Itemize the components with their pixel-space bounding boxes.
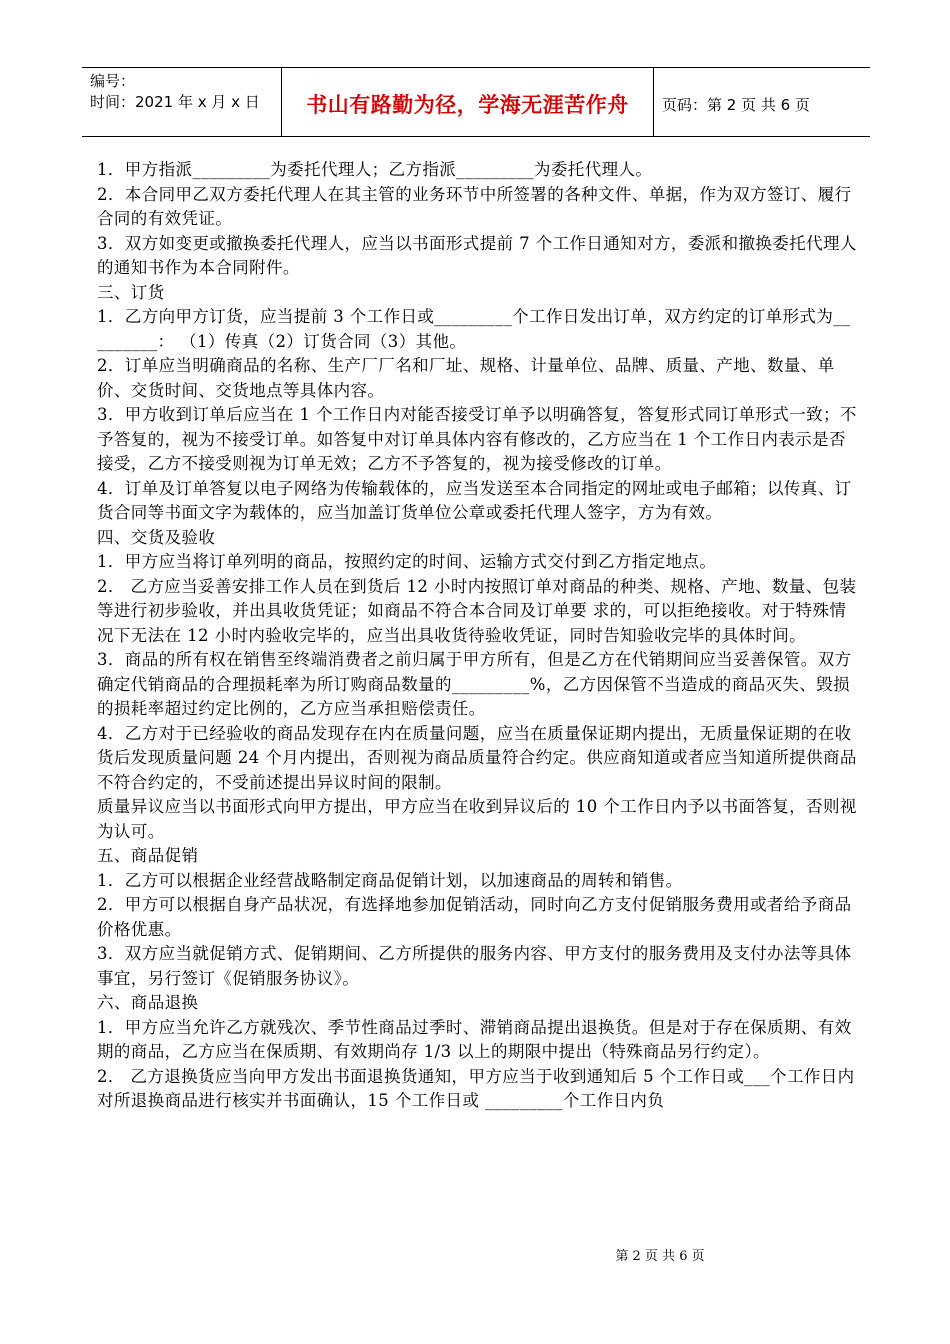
section-heading: 四、交货及验收: [97, 527, 216, 547]
paragraph: 1．乙方向甲方订货，应当提前 3 个工作日或_________个工作日发出订单，双方约定的订单形式为_________： （1）传真（2）订货合同（3）其他。: [97, 307, 851, 351]
document-body: [97, 158, 857, 1114]
paragraph: 3．双方应当就促销方式、促销期间、乙方所提供的服务内容、甲方支付的服务费用及支付办法等具体事宜，另行签订《促销服务协议》。: [97, 944, 852, 988]
header-meta: [82, 68, 282, 136]
paragraph: 4．乙方对于已经验收的商品发现存在内在质量问题，应当在质量保证期内提出，无质量保证期的在收货后发现质量问题 24 个月内提出，否则视为商品质量符合约定。供应商知道或者应当知道所提供商品不符合约定的，不受前述提出异议时间的限制。: [97, 723, 857, 792]
page-footer: 第 2 页 共 6 页: [615, 1249, 705, 1264]
document-number-label: 编号：: [90, 72, 136, 90]
paragraph: 1．甲方应当将订单列明的商品，按照约定的时间、运输方式交付到乙方指定地点。: [97, 552, 717, 571]
paragraph: 4．订单及订单答复以电子网络为传输载体的，应当发送至本合同指定的网址或电子邮箱；以传真、订货合同等书面文字为载体的，应当加盖订货单位公章或委托代理人签字，方为有效。: [97, 478, 852, 522]
paragraph: 2． 乙方退换货应当向甲方发出书面退换货通知，甲方应当于收到通知后 5 个工作日或___个工作日内对所退换商品进行核实并书面确认，15 个工作日或 _________个工作日内负: [97, 1066, 855, 1110]
paragraph: 3．商品的所有权在销售至终端消费者之前归属于甲方所有，但是乙方在代销期间应当妥善保管。双方确定代销商品的合理损耗率为所订购商品数量的_________%，乙方因保管不当造成的商品灭失、毁损的损耗率超过约定比例的，乙方应当承担赔偿责任。: [97, 650, 852, 718]
section-heading: 三、订货: [97, 282, 165, 302]
paragraph: 2．订单应当明确商品的名称、生产厂厂名和厂址、规格、计量单位、品牌、质量、产地、数量、单价、交货时间、交货地点等具体内容。: [97, 356, 835, 400]
paragraph: 1．甲方指派_________为委托代理人；乙方指派_________为委托代理人。: [97, 160, 653, 179]
document-date: 时间：2021 年 x 月 x 日: [90, 93, 260, 111]
paragraph: 2．甲方可以根据自身产品状况，有选择地参加促销活动，同时向乙方支付促销服务费用或者给予商品价格优惠。: [97, 895, 852, 939]
paragraph: 1．甲方应当允许乙方就残次、季节性商品过季时、滞销商品提出退换货。但是对于存在保质期、有效期的商品，乙方应当在保质期、有效期尚存 1/3 以上的期限中提出（特殊商品另行约定）。: [97, 1017, 852, 1061]
section-heading: 六、商品退换: [97, 993, 199, 1012]
paragraph: 3．双方如变更或撤换委托代理人，应当以书面形式提前 7 个工作日通知对方，委派和撤换委托代理人的通知书作为本合同附件。: [97, 233, 857, 277]
paragraph: 1．乙方可以根据企业经营战略制定商品促销计划，以加速商品的周转和销售。: [97, 870, 683, 890]
paragraph: 2．本合同甲乙双方委托代理人在其主管的业务环节中所签署的各种文件、单据，作为双方签订、履行合同的有效凭证。: [97, 184, 852, 228]
header-motto: 书山有路勤为径，学海无涯苦作舟: [282, 68, 654, 136]
paragraph: 质量异议应当以书面形式向甲方提出，甲方应当在收到异议后的 10 个工作日内予以书面答复，否则视为认可。: [97, 797, 857, 841]
paragraph: 2． 乙方应当妥善安排工作人员在到货后 12 小时内按照订单对商品的种类、规格、产地、数量、包装等进行初步验收，并出具收货凭证；如商品不符合本合同及订单要 求的，可以拒绝接收。对于特殊情况下无法在 12 小时内验收完毕的，应当出具收货待验收凭证，同时告知验收完毕的具体时间。: [97, 576, 857, 645]
section-heading: 五、商品促销: [97, 846, 199, 865]
page-header: [82, 67, 870, 137]
paragraph: 3．甲方收到订单后应当在 1 个工作日内对能否接受订单予以明确答复，答复形式同订单形式一致；不予答复的，视为不接受订单。如答复中对订单具体内容有修改的，乙方应当在 1 个工作日内表示是否接受，乙方不接受则视为订单无效；乙方不予答复的，视为接受修改的订单。: [97, 405, 857, 473]
header-page-info: 页码：第 2 页 共 6 页: [662, 95, 810, 114]
